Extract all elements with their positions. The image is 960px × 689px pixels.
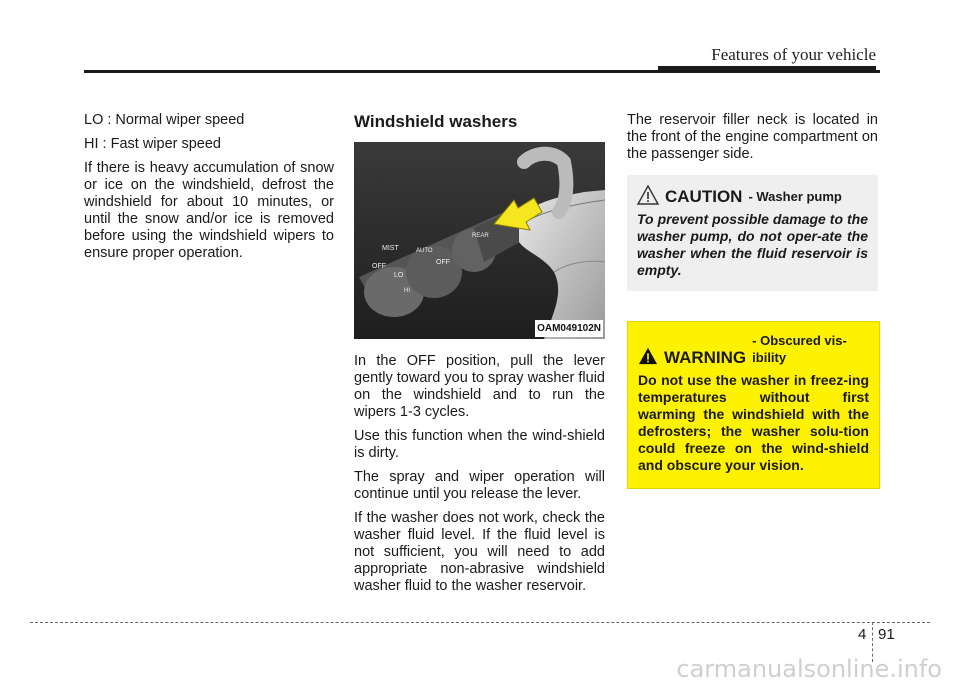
lever-label-mist: MIST <box>382 245 399 252</box>
caution-heading <box>637 185 868 205</box>
lever-label-hi: HI <box>404 288 410 294</box>
paragraph-off-position: In the OFF position, pull the lever gently toward you to spray washer fluid on the windshield and to run the wipers 1-3 cycles. <box>354 353 605 420</box>
paragraph-check-fluid: If the washer does not work, check the washer fluid level. If the fluid level is not sufficient, you will need to add appropriate non-abrasive windshield washer fluid to the washer reservoir. <box>354 510 605 594</box>
warning-text: Do not use the washer in freez-ing temperatures without first warming the windshield with the defrosters; the washer solu-tion could freeze on the wind-shield and obscure your vision. <box>638 372 869 473</box>
right-column <box>627 112 878 489</box>
paragraph-lo: LO : Normal wiper speed <box>84 112 245 128</box>
caution-box <box>627 175 878 291</box>
figure-code: OAM049102N <box>535 320 603 337</box>
warning-triangle-icon <box>638 346 658 366</box>
paragraph-snow: If there is heavy accumulation of snow or ice on the windshield, defrost the windshield for about 10 minutes, or until the snow and/or ice is removed before using the windshield wipers to ensure proper operation. <box>84 160 334 261</box>
watermark: carmanualsonline.info <box>676 655 942 683</box>
lever-label-auto: AUTO <box>416 248 433 254</box>
lever-label-lo: LO <box>394 272 404 279</box>
caution-text: To prevent possible damage to the washer pump, do not oper-ate the washer when the fluid reservoir is empty. <box>637 211 868 278</box>
paragraph-reservoir: The reservoir filler neck is located in the front of the engine compartment on the passenger side. <box>627 112 878 162</box>
page-number-value: 91 <box>878 626 895 643</box>
warning-heading <box>638 332 869 366</box>
footer-rule <box>30 622 930 623</box>
wiper-lever-illustration <box>354 142 605 339</box>
wiper-lever-figure <box>354 142 605 339</box>
middle-column <box>354 112 605 602</box>
caution-subject: - Washer pump <box>748 189 842 204</box>
lever-label-off: OFF <box>372 263 386 270</box>
lever-label-rear: REAR <box>472 233 489 239</box>
paragraph-hi: HI : Fast wiper speed <box>84 136 221 152</box>
left-column <box>84 112 334 269</box>
chapter-number: 4 <box>858 626 867 643</box>
caution-label: CAUTION <box>665 187 743 206</box>
warning-box <box>627 321 880 489</box>
warning-subject: - Obscured vis-ibility <box>752 333 847 365</box>
header-rule-accent <box>658 66 876 72</box>
header-title: Features of your vehicle <box>711 45 876 64</box>
warning-label: WARNING <box>663 348 747 367</box>
paragraph-spray: The spray and wiper operation will continue until you release the lever. <box>354 469 605 502</box>
lever-label-off-2: OFF <box>436 259 450 266</box>
paragraph-use-function: Use this function when the wind-shield is dirty. <box>354 428 605 461</box>
caution-triangle-icon <box>637 185 659 205</box>
section-title: Windshield washers <box>354 112 518 131</box>
